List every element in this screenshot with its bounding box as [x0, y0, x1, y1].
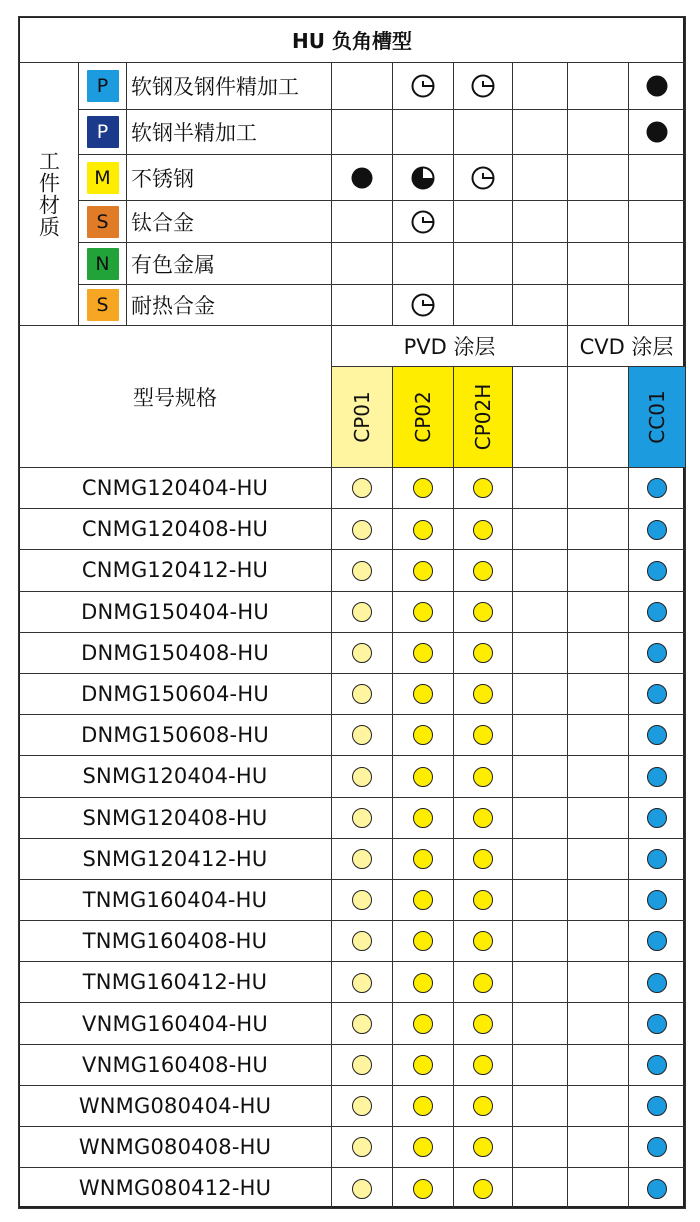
availability-cell [629, 591, 686, 632]
grade-header-cell [513, 367, 568, 468]
availability-dot [352, 1014, 372, 1034]
grade-code: CP01 [350, 391, 374, 443]
table-row [19, 797, 686, 838]
grade-code: CP02H [471, 383, 495, 451]
availability-dot [413, 643, 433, 663]
table-row [19, 1168, 686, 1209]
material-code-badge: M [87, 162, 119, 194]
material-code-cell [79, 155, 127, 201]
model-code: SNMG120412-HU [19, 838, 332, 879]
availability-cell [454, 468, 513, 509]
model-code: TNMG160412-HU [19, 962, 332, 1003]
usage-cell [513, 201, 568, 243]
material-name: 钛合金 [127, 201, 332, 243]
availability-cell [393, 1085, 454, 1126]
availability-cell [629, 1168, 686, 1209]
material-code-cell [79, 285, 127, 326]
availability-dot [647, 849, 667, 869]
half-circle-outline-icon [470, 73, 496, 99]
availability-cell [393, 715, 454, 756]
table-row [19, 879, 686, 920]
availability-cell [629, 509, 686, 550]
material-code-cell [79, 243, 127, 285]
availability-cell [454, 1003, 513, 1044]
availability-cell [332, 715, 393, 756]
availability-cell [454, 715, 513, 756]
model-code: WNMG080404-HU [19, 1085, 332, 1126]
availability-cell [568, 879, 629, 920]
availability-dot [473, 1096, 493, 1116]
availability-dot [352, 1179, 372, 1199]
model-code: VNMG160404-HU [19, 1003, 332, 1044]
usage-cell [629, 243, 686, 285]
availability-dot [647, 1055, 667, 1075]
availability-dot [647, 931, 667, 951]
availability-cell [568, 921, 629, 962]
availability-dot [647, 808, 667, 828]
availability-dot [352, 602, 372, 622]
table-row [19, 756, 686, 797]
material-name: 耐热合金 [127, 285, 332, 326]
availability-cell [454, 1168, 513, 1209]
workpiece-material-text: 工件材质 [36, 150, 61, 238]
material-code-cell [79, 110, 127, 155]
availability-cell [454, 921, 513, 962]
availability-cell [513, 673, 568, 714]
availability-cell [513, 1085, 568, 1126]
usage-cell [332, 63, 393, 110]
usage-cell [629, 285, 686, 326]
grade-header-cell [629, 367, 686, 468]
half-circle-outline-icon [410, 292, 436, 318]
availability-dot [473, 1179, 493, 1199]
availability-cell [568, 838, 629, 879]
availability-cell [568, 591, 629, 632]
availability-cell [393, 838, 454, 879]
model-code: VNMG160408-HU [19, 1044, 332, 1085]
table-row [19, 838, 686, 879]
availability-dot [352, 1055, 372, 1075]
usage-cell [629, 155, 686, 201]
availability-dot [473, 478, 493, 498]
availability-cell [568, 715, 629, 756]
half-circle-outline-icon [470, 165, 496, 191]
availability-cell [513, 1127, 568, 1168]
availability-cell [513, 591, 568, 632]
availability-dot [473, 643, 493, 663]
usage-cell [568, 285, 629, 326]
availability-dot [473, 973, 493, 993]
availability-cell [393, 879, 454, 920]
availability-cell [332, 921, 393, 962]
usage-cell [454, 155, 513, 201]
table-row [19, 921, 686, 962]
availability-dot [473, 520, 493, 540]
availability-dot [473, 890, 493, 910]
usage-cell [332, 243, 393, 285]
availability-dot [647, 725, 667, 745]
availability-cell [568, 962, 629, 1003]
availability-dot [413, 1014, 433, 1034]
availability-cell [513, 550, 568, 591]
availability-cell [454, 550, 513, 591]
availability-cell [393, 673, 454, 714]
full-circle-icon [349, 165, 375, 191]
usage-cell [568, 155, 629, 201]
table-row [19, 715, 686, 756]
availability-dot [473, 1055, 493, 1075]
availability-cell [513, 879, 568, 920]
availability-cell [629, 1044, 686, 1085]
material-name: 不锈钢 [127, 155, 332, 201]
usage-cell [513, 155, 568, 201]
usage-cell [332, 285, 393, 326]
availability-cell [513, 509, 568, 550]
availability-cell [568, 1085, 629, 1126]
availability-cell [332, 632, 393, 673]
material-name: 有色金属 [127, 243, 332, 285]
availability-cell [454, 1085, 513, 1126]
availability-dot [413, 1179, 433, 1199]
availability-dot [413, 1137, 433, 1157]
availability-cell [513, 962, 568, 1003]
availability-dot [647, 561, 667, 581]
availability-dot [473, 1014, 493, 1034]
table-row [19, 1085, 686, 1126]
grade-header-cell [454, 367, 513, 468]
availability-cell [513, 715, 568, 756]
availability-cell [332, 1044, 393, 1085]
usage-cell [393, 63, 454, 110]
availability-cell [568, 1168, 629, 1209]
availability-cell [629, 756, 686, 797]
usage-cell [513, 110, 568, 155]
availability-cell [568, 1127, 629, 1168]
availability-cell [629, 550, 686, 591]
usage-cell [393, 243, 454, 285]
usage-cell [393, 155, 454, 201]
availability-dot [352, 725, 372, 745]
table-row [19, 550, 686, 591]
availability-dot [352, 767, 372, 787]
availability-dot [352, 1096, 372, 1116]
half-circle-outline-icon [410, 73, 436, 99]
grade-code: CC01 [645, 390, 669, 444]
availability-cell [393, 962, 454, 1003]
availability-cell [332, 591, 393, 632]
availability-dot [473, 684, 493, 704]
availability-cell [513, 632, 568, 673]
material-code-badge: P [87, 116, 119, 148]
model-code: TNMG160404-HU [19, 879, 332, 920]
availability-cell [393, 591, 454, 632]
availability-cell [629, 921, 686, 962]
availability-cell [393, 632, 454, 673]
availability-cell [332, 1003, 393, 1044]
availability-cell [513, 921, 568, 962]
workpiece-material-label [19, 63, 79, 326]
material-name: 软钢及钢件精加工 [127, 63, 332, 110]
usage-cell [332, 201, 393, 243]
availability-dot [647, 1179, 667, 1199]
availability-dot [647, 684, 667, 704]
pvd-coating-header: PVD 涂层 [332, 326, 568, 367]
usage-cell [629, 201, 686, 243]
table-row [19, 1003, 686, 1044]
availability-dot [473, 808, 493, 828]
availability-dot [352, 478, 372, 498]
availability-dot [647, 767, 667, 787]
availability-dot [352, 643, 372, 663]
model-code: DNMG150604-HU [19, 673, 332, 714]
usage-cell [629, 110, 686, 155]
material-code-cell [79, 201, 127, 243]
availability-cell [629, 879, 686, 920]
half-circle-outline-icon [410, 209, 436, 235]
table-row [19, 1044, 686, 1085]
availability-cell [454, 673, 513, 714]
availability-cell [393, 1168, 454, 1209]
availability-cell [332, 550, 393, 591]
availability-cell [393, 756, 454, 797]
model-code: SNMG120408-HU [19, 797, 332, 838]
availability-cell [332, 1127, 393, 1168]
model-code: WNMG080412-HU [19, 1168, 332, 1209]
availability-cell [393, 1044, 454, 1085]
availability-dot [413, 478, 433, 498]
availability-cell [393, 509, 454, 550]
availability-cell [454, 1127, 513, 1168]
availability-dot [352, 973, 372, 993]
availability-dot [473, 767, 493, 787]
availability-cell [513, 797, 568, 838]
availability-dot [473, 849, 493, 869]
model-code: CNMG120408-HU [19, 509, 332, 550]
availability-dot [413, 931, 433, 951]
availability-cell [568, 673, 629, 714]
availability-cell [513, 1168, 568, 1209]
grade-header-cell [393, 367, 454, 468]
availability-cell [332, 879, 393, 920]
material-name: 软钢半精加工 [127, 110, 332, 155]
availability-cell [332, 838, 393, 879]
availability-dot [352, 684, 372, 704]
model-spec-label: 型号规格 [19, 326, 332, 468]
availability-cell [393, 1127, 454, 1168]
usage-cell [393, 201, 454, 243]
availability-cell [568, 509, 629, 550]
usage-cell [568, 243, 629, 285]
availability-cell [629, 632, 686, 673]
model-code: CNMG120412-HU [19, 550, 332, 591]
availability-dot [352, 849, 372, 869]
availability-cell [629, 962, 686, 1003]
usage-cell [454, 201, 513, 243]
availability-dot [473, 1137, 493, 1157]
availability-dot [473, 602, 493, 622]
model-code: CNMG120404-HU [19, 468, 332, 509]
availability-cell [568, 550, 629, 591]
material-code-badge: S [87, 289, 119, 321]
availability-cell [393, 468, 454, 509]
availability-cell [454, 838, 513, 879]
availability-cell [454, 797, 513, 838]
usage-cell [454, 110, 513, 155]
full-circle-icon [644, 119, 670, 145]
availability-cell [454, 1044, 513, 1085]
availability-cell [568, 632, 629, 673]
availability-dot [647, 1014, 667, 1034]
availability-cell [513, 756, 568, 797]
availability-dot [413, 602, 433, 622]
usage-cell [629, 63, 686, 110]
model-code: DNMG150408-HU [19, 632, 332, 673]
usage-cell [568, 201, 629, 243]
usage-cell [513, 243, 568, 285]
availability-cell [629, 468, 686, 509]
availability-cell [568, 756, 629, 797]
availability-cell [332, 673, 393, 714]
availability-cell [332, 797, 393, 838]
availability-dot [647, 602, 667, 622]
usage-cell [454, 285, 513, 326]
table-row [19, 673, 686, 714]
availability-dot [647, 643, 667, 663]
usage-cell [393, 110, 454, 155]
availability-cell [629, 838, 686, 879]
availability-dot [647, 890, 667, 910]
material-code-badge: N [87, 248, 119, 280]
model-code: WNMG080408-HU [19, 1127, 332, 1168]
usage-cell [568, 110, 629, 155]
availability-dot [413, 1055, 433, 1075]
availability-cell [332, 756, 393, 797]
availability-dot [413, 890, 433, 910]
availability-cell [332, 509, 393, 550]
availability-dot [647, 973, 667, 993]
grade-selection-table [18, 16, 686, 1209]
grade-header-cell [332, 367, 393, 468]
availability-cell [629, 797, 686, 838]
availability-dot [352, 931, 372, 951]
availability-dot [647, 478, 667, 498]
availability-dot [647, 1096, 667, 1116]
availability-dot [413, 520, 433, 540]
availability-cell [393, 797, 454, 838]
model-code: DNMG150404-HU [19, 591, 332, 632]
availability-cell [454, 591, 513, 632]
material-code-badge: S [87, 206, 119, 238]
availability-dot [352, 1137, 372, 1157]
usage-cell [332, 110, 393, 155]
full-circle-icon [644, 73, 670, 99]
usage-cell [568, 63, 629, 110]
availability-dot [413, 684, 433, 704]
availability-cell [513, 1003, 568, 1044]
availability-dot [473, 725, 493, 745]
availability-dot [647, 1137, 667, 1157]
availability-cell [568, 468, 629, 509]
table-row [19, 468, 686, 509]
usage-cell [454, 63, 513, 110]
availability-cell [454, 756, 513, 797]
availability-cell [513, 1044, 568, 1085]
availability-cell [568, 797, 629, 838]
availability-dot [413, 725, 433, 745]
cvd-coating-header: CVD 涂层 [568, 326, 686, 367]
availability-dot [352, 808, 372, 828]
availability-cell [513, 838, 568, 879]
availability-cell [568, 1003, 629, 1044]
usage-cell [393, 285, 454, 326]
table-row [19, 1127, 686, 1168]
availability-dot [413, 849, 433, 869]
availability-dot [352, 890, 372, 910]
availability-cell [454, 879, 513, 920]
availability-dot [413, 808, 433, 828]
table-row [19, 632, 686, 673]
availability-cell [332, 962, 393, 1003]
availability-dot [413, 767, 433, 787]
model-code: TNMG160408-HU [19, 921, 332, 962]
availability-cell [568, 1044, 629, 1085]
availability-dot [413, 1096, 433, 1116]
availability-dot [473, 931, 493, 951]
availability-dot [473, 561, 493, 581]
availability-cell [629, 1085, 686, 1126]
table-row [19, 509, 686, 550]
grade-code: CP02 [411, 391, 435, 443]
usage-cell [454, 243, 513, 285]
usage-cell [513, 285, 568, 326]
availability-cell [393, 1003, 454, 1044]
model-code: SNMG120404-HU [19, 756, 332, 797]
table-title: HU 负角槽型 [19, 17, 686, 63]
availability-cell [629, 1127, 686, 1168]
availability-dot [413, 561, 433, 581]
availability-cell [629, 715, 686, 756]
availability-cell [454, 962, 513, 1003]
three-quarter-circle-icon [410, 165, 436, 191]
availability-cell [629, 1003, 686, 1044]
table-row [19, 591, 686, 632]
availability-dot [352, 561, 372, 581]
usage-cell [332, 155, 393, 201]
availability-cell [332, 1168, 393, 1209]
availability-cell [393, 921, 454, 962]
availability-cell [393, 550, 454, 591]
material-code-badge: P [87, 70, 119, 102]
availability-dot [413, 973, 433, 993]
availability-cell [332, 1085, 393, 1126]
availability-cell [454, 509, 513, 550]
availability-cell [513, 468, 568, 509]
availability-cell [454, 632, 513, 673]
availability-cell [332, 468, 393, 509]
grade-header-cell [568, 367, 629, 468]
usage-cell [513, 63, 568, 110]
table-row [19, 962, 686, 1003]
availability-dot [352, 520, 372, 540]
availability-cell [629, 673, 686, 714]
material-code-cell [79, 63, 127, 110]
model-code: DNMG150608-HU [19, 715, 332, 756]
availability-dot [647, 520, 667, 540]
